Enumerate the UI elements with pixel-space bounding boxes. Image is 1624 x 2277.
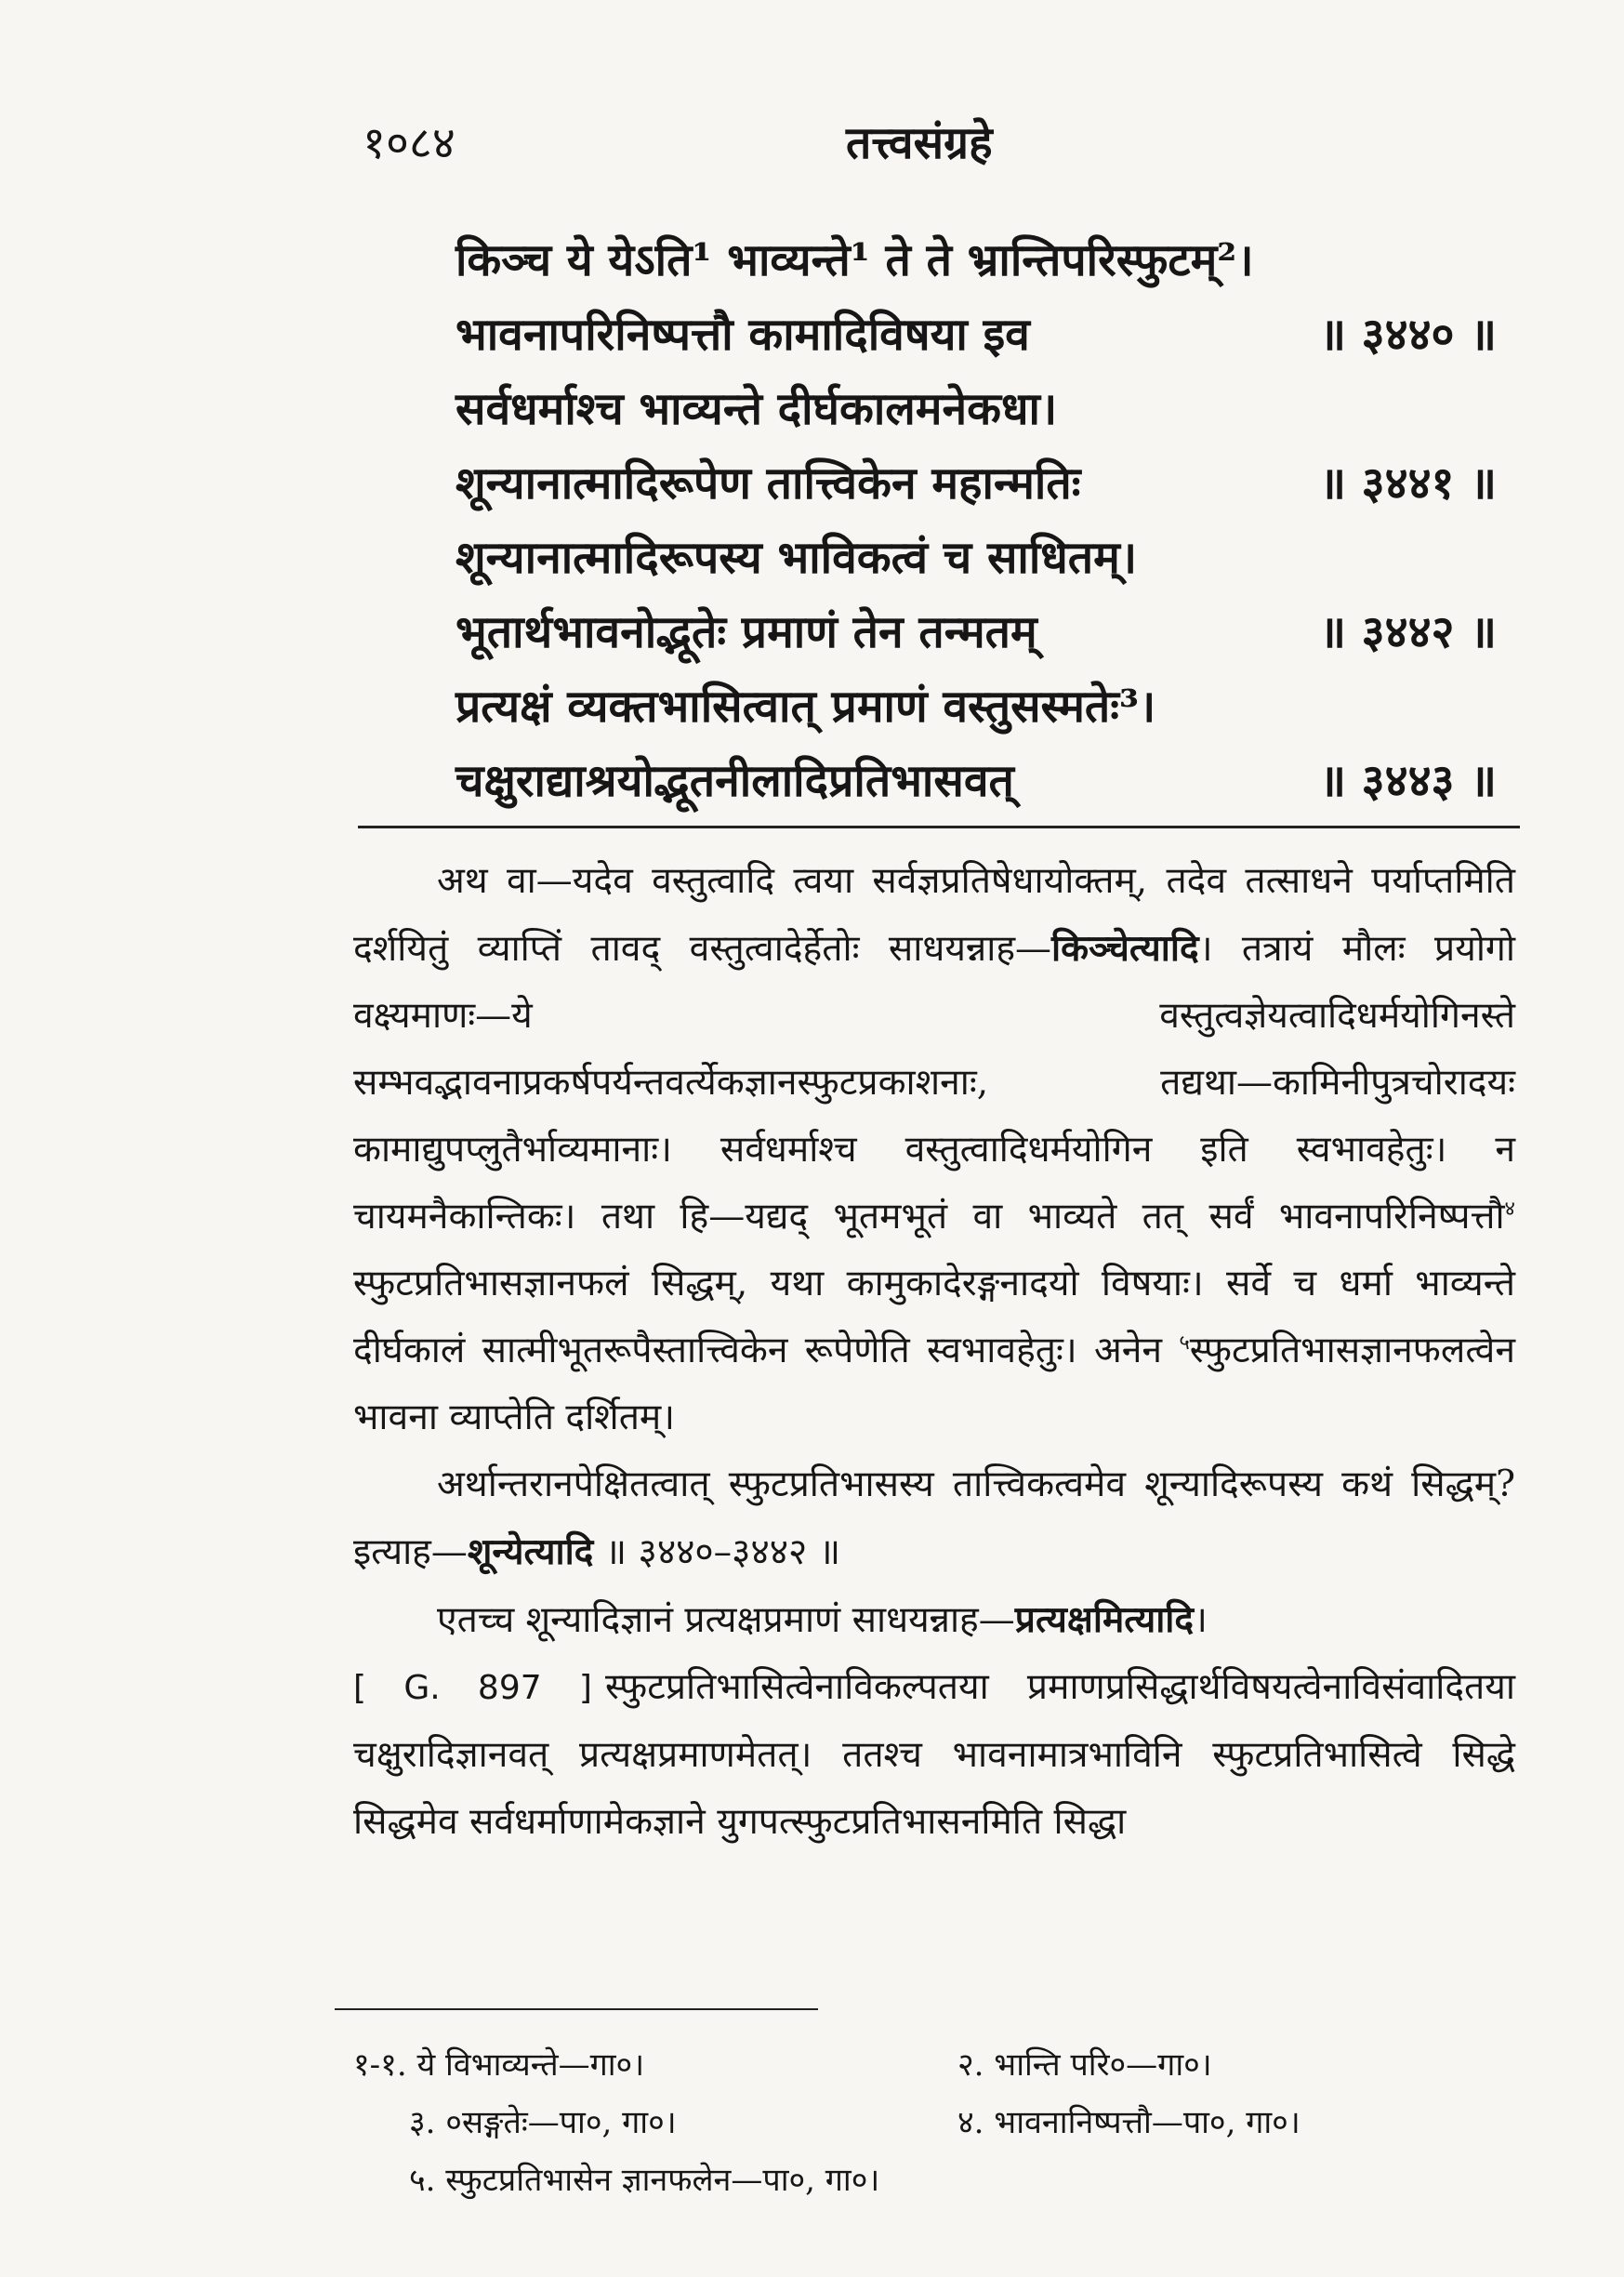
verse-text: भूतार्थभावनोद्भूतेः प्रमाणं तेन तन्मतम् [456, 606, 1037, 658]
commentary-paragraph [353, 1586, 1515, 1654]
verse-text: शून्यानात्मादिरूपेण तात्त्विकेन महान्मतिः [456, 457, 1081, 510]
pratika: प्रत्यक्षमित्यादि [1014, 1598, 1195, 1641]
verse-line [456, 669, 1497, 744]
verse-line [456, 595, 1497, 669]
commentary-paragraph [353, 1451, 1515, 1586]
verse-number: ॥ ३४४३ ॥ [1319, 755, 1497, 807]
footnote: ३. ०सङ्गतेः—पा०, गा०। [409, 2104, 677, 2141]
verse-text: किञ्च ये येऽति¹ भाव्यन्ते¹ ते ते भ्रान्तिपरिस्फुटम्²। [456, 234, 1254, 286]
verse-line [456, 372, 1497, 446]
edition-reference: [ G. 897 ] [353, 1669, 592, 1707]
footnote-divider [335, 2008, 818, 2010]
footnotes [353, 2036, 1469, 2209]
footnote: ५. स्फुटप्रतिभासेन ज्ञानफलेन—पा०, गा०। [409, 2162, 880, 2199]
footnote-ref[interactable]: ५ [1179, 1331, 1190, 1355]
commentary-text: स्फुटप्रतिभासित्वेनाविकल्पतया प्रमाणप्रसिद्धार्थविषयत्वेनाविसंवादितया चक्षुरादिज्ञानवत् प्रत्यक्षप्रमाणमेतत्। ततश्च भावनामात्रभाविनि स्फुटप्रतिभासित्वे सिद्धे सिद्धमेव सर्वधर्माणामेकज्ञाने युगपत्स्फुटप्रतिभासनमिति सिद्धा [353, 1666, 1515, 1843]
section-divider [358, 826, 1520, 828]
footnote-row [353, 2151, 1469, 2209]
verse-block [456, 223, 1497, 818]
verse-text: चक्षुराद्याश्रयोद्भूतनीलादिप्रतिभासवत् [456, 755, 1014, 807]
verse-line [456, 298, 1497, 372]
footnote-ref[interactable]: ४ [1504, 1198, 1515, 1221]
verse-line [456, 521, 1497, 595]
footnote: ४. भावनानिष्पत्तौ—पा०, गा०। [957, 2104, 1301, 2141]
footnote-row [353, 2036, 1469, 2094]
commentary-text: स्फुटप्रतिभासज्ञानफलत्वेन भावना व्याप्तेति दर्शितम्। [353, 1330, 1515, 1438]
commentary [353, 848, 1515, 1856]
commentary-text: एतच्च शून्यादिज्ञानं प्रत्यक्षप्रमाणं साधयन्नाह— [437, 1599, 1015, 1641]
verse-line [456, 446, 1497, 521]
commentary-paragraph [353, 848, 1515, 1451]
commentary-text: अथ वा—यदेव वस्तुत्वादि त्वया सर्वज्ञप्रतिषेधायोक्तम्, तदेव तत्साधने पर्याप्तमिति दर्शयितुं व्याप्तिं तावद् वस्तुत्वादेर्हेतोः साधयन्नाह— [353, 860, 1515, 970]
commentary-text: अर्थान्तरानपेक्षितत्वात् स्फुटप्रतिभासस्य तात्त्विकत्वमेव शून्यादिरूपस्य कथं सिद्धम्? इत्याह— [353, 1463, 1515, 1573]
commentary-text: स्फुटप्रतिभासज्ञानफलं सिद्धम्, यथा कामुकादेरङ्गनादयो विषयाः। सर्वे च धर्मा भाव्यन्ते दीर्घकालं सात्मीभूतरूपैस्तात्त्विकेन रूपेणेति स्वभावहेतुः। अनेन [353, 1263, 1515, 1371]
commentary-text: । [1194, 1599, 1208, 1641]
footnote-row [353, 2094, 1469, 2151]
running-title: तत्त्वसंग्रहे [846, 117, 993, 169]
verse-text: सर्वधर्माश्च भाव्यन्ते दीर्घकालमनेकधा। [456, 383, 1058, 435]
verse-text: शून्यानात्मादिरूपस्य भाविकत्वं च साधितम्। [456, 532, 1138, 584]
verse-range: ॥ ३४४०–३४४२ ॥ [604, 1531, 841, 1573]
verse-number: ॥ ३४४० ॥ [1319, 309, 1497, 361]
pratika: शून्येत्यादि [467, 1530, 594, 1573]
footnote: २. भान्ति परि०—गा०। [957, 2046, 1212, 2084]
page-number: १०८४ [363, 117, 456, 169]
page-header [363, 112, 1525, 195]
footnote: १-१. ये विभाव्यन्ते—गा०। [353, 2046, 645, 2084]
commentary-paragraph [353, 1654, 1515, 1856]
verse-line [456, 223, 1497, 298]
verse-number: ॥ ३४४१ ॥ [1319, 457, 1497, 510]
verse-number: ॥ ३४४२ ॥ [1319, 606, 1497, 658]
commentary-text: । तत्रायं मौलः प्रयोगो वक्ष्यमाणः—ये वस्तुत्वज्ञेयत्वादिधर्मयोगिनस्ते सम्भवद्भावनाप्रकर्षपर्यन्तवर्त्येकज्ञानस्फुटप्रकाशनाः, तद्यथा—कामिनीपुत्रचोरादयः कामाद्युपप्लुतैर्भाव्यमानाः। सर्वधर्माश्च वस्तुत्वादिधर्मयोगिन इति स्वभावहेतुः। न चायमनैकान्तिकः। तथा हि—यद्यद् भूतमभूतं वा भाव्यते तत् सर्वं भावनापरिनिष्पत्तौ [353, 928, 1515, 1238]
verse-line [456, 744, 1497, 818]
verse-text: प्रत्यक्षं व्यक्तभासित्वात् प्रमाणं वस्तुसस्मतेः³। [456, 681, 1156, 733]
verse-text: भावनापरिनिष्पत्तौ कामादिविषया इव [456, 309, 1030, 361]
pratika: किञ्चेत्यादि [1051, 927, 1199, 970]
